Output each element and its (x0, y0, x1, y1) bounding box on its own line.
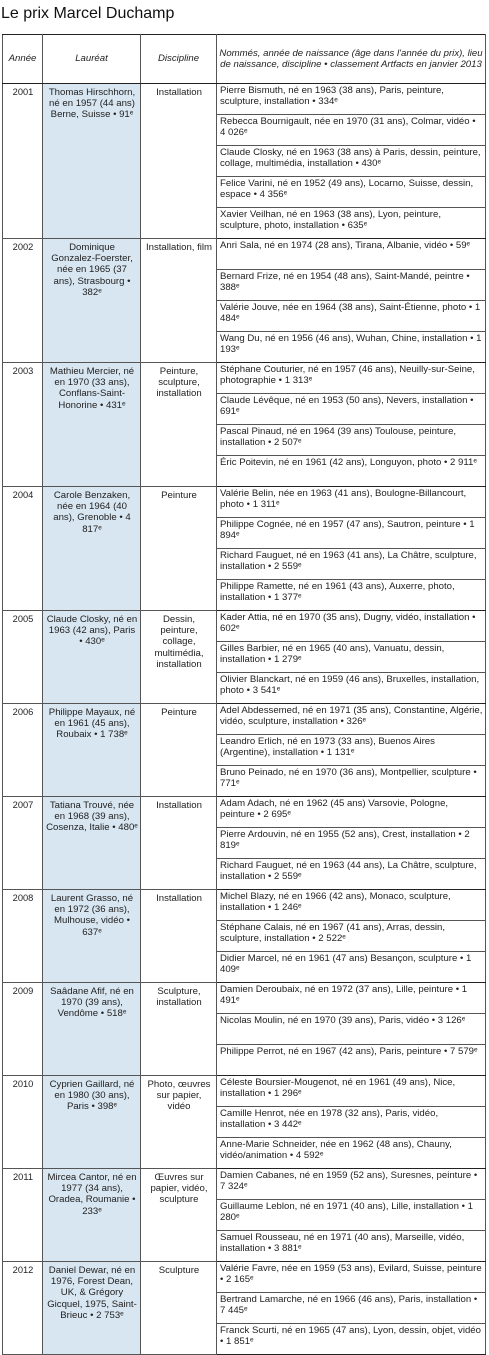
laureate-cell: Carole Benzaken, née en 1964 (40 ans), Grenoble • 4 817ᵉ (43, 487, 141, 611)
nominee-cell: Damien Deroubaix, né en 1972 (37 ans), Lille, peinture • 1 491ᵉ (217, 983, 486, 1014)
nominee-cell: Bertrand Lamarche, né en 1966 (46 ans), Paris, installation • 7 445ᵉ (217, 1293, 486, 1324)
laureate-cell: Mircea Cantor, né en 1977 (34 ans), Oradea, Roumanie • 233ᵉ (43, 1169, 141, 1262)
discipline-cell: Installation (141, 84, 217, 239)
laureate-cell: Daniel Dewar, né en 1976, Forest Dean, UK, & Grégory Gicquel, 1975, Saint-Brieuc • 2 753ᵉ (43, 1262, 141, 1355)
year-cell: 2012 (3, 1262, 43, 1355)
discipline-cell: Sculpture, installation (141, 983, 217, 1076)
year-cell: 2006 (3, 704, 43, 797)
prize-table (2, 34, 486, 1355)
nominee-cell: Pierre Ardouvin, né en 1955 (52 ans), Crest, installation • 2 819ᵉ (217, 828, 486, 859)
nominee-cell: Stéphane Calais, né en 1967 (41 ans), Arras, dessin, sculpture, installation • 2 522ᵉ (217, 921, 486, 952)
nominee-cell: Xavier Veilhan, né en 1963 (38 ans), Lyon, peinture, sculpture, photo, installation • 635ᵉ (217, 208, 486, 239)
table-row (3, 487, 486, 518)
discipline-cell: Peinture (141, 487, 217, 611)
nominee-cell: Valérie Belin, née en 1963 (41 ans), Boulogne-Billancourt, photo • 1 311ᵉ (217, 487, 486, 518)
laureate-cell: Dominique Gonzalez-Foerster, née en 1965 (37 ans), Strasbourg • 382ᵉ (43, 239, 141, 363)
table-row (3, 704, 486, 735)
table-body (3, 84, 486, 1355)
nominee-cell: Pierre Bismuth, né en 1963 (38 ans), Paris, peinture, sculpture, installation • 334ᵉ (217, 84, 486, 115)
nominee-cell: Bruno Peinado, né en 1970 (36 ans), Montpellier, sculpture • 771ᵉ (217, 766, 486, 797)
nominee-cell: Anri Sala, né en 1974 (28 ans), Tirana, Albanie, vidéo • 59ᵉ (217, 239, 486, 270)
year-cell: 2005 (3, 611, 43, 704)
nominee-cell: Adam Adach, né en 1962 (45 ans) Varsovie, Pologne, peinture • 2 695ᵉ (217, 797, 486, 828)
nominee-cell: Bernard Frize, né en 1954 (48 ans), Saint-Mandé, peintre • 388ᵉ (217, 270, 486, 301)
discipline-cell: Installation, film (141, 239, 217, 363)
page-title: Le prix Marcel Duchamp (1, 5, 175, 22)
table-row (3, 1076, 486, 1107)
discipline-cell: Sculpture (141, 1262, 217, 1355)
table-row (3, 84, 486, 115)
laureate-cell: Philippe Mayaux, né en 1961 (45 ans), Roubaix • 1 738ᵉ (43, 704, 141, 797)
nominee-cell: Damien Cabanes, né en 1959 (52 ans), Suresnes, peinture • 7 324ᵉ (217, 1169, 486, 1200)
nominee-cell: Kader Attia, né en 1970 (35 ans), Dugny, vidéo, installation • 602ᵉ (217, 611, 486, 642)
nominee-cell: Nicolas Moulin, né en 1970 (39 ans), Paris, vidéo • 3 126ᵉ (217, 1014, 486, 1045)
discipline-cell: Photo, œuvres sur papier, vidéo (141, 1076, 217, 1169)
nominee-cell: Richard Fauguet, né en 1963 (44 ans), La Châtre, sculpture, installation • 2 559ᵉ (217, 859, 486, 890)
table-row (3, 797, 486, 828)
laureate-cell: Claude Closky, né en 1963 (42 ans), Paris • 430ᵉ (43, 611, 141, 704)
nominee-cell: Claude Closky, né en 1963 (38 ans) à Paris, dessin, peinture, collage, multimédia, installation • 430ᵉ (217, 146, 486, 177)
year-cell: 2003 (3, 363, 43, 487)
year-cell: 2011 (3, 1169, 43, 1262)
nominee-cell: Camille Henrot, née en 1978 (32 ans), Paris, vidéo, installation • 3 442ᵉ (217, 1107, 486, 1138)
discipline-cell: Peinture, sculpture, installation (141, 363, 217, 487)
table-row (3, 363, 486, 394)
nominee-cell: Leandro Erlich, né en 1973 (33 ans), Buenos Aires (Argentine), installation • 1 131ᵉ (217, 735, 486, 766)
table-row (3, 890, 486, 921)
discipline-cell: Dessin, peinture, collage, multimédia, installation (141, 611, 217, 704)
nominee-cell: Philippe Cognée, né en 1957 (47 ans), Sautron, peinture • 1 894ᵉ (217, 518, 486, 549)
nominee-cell: Rebecca Bournigault, née en 1970 (31 ans), Colmar, vidéo • 4 026ᵉ (217, 115, 486, 146)
nominee-cell: Anne-Marie Schneider, née en 1962 (48 ans), Chauny, vidéo/animation • 4 592ᵉ (217, 1138, 486, 1169)
nominee-cell: Valérie Jouve, née en 1964 (38 ans), Saint-Étienne, photo • 1 484ᵉ (217, 301, 486, 332)
nominee-cell: Céleste Boursier-Mougenot, né en 1961 (49 ans), Nice, installation • 1 296ᵉ (217, 1076, 486, 1107)
nominee-cell: Guillaume Leblon, né en 1971 (40 ans), Lille, installation • 1 280ᵉ (217, 1200, 486, 1231)
discipline-cell: Peinture (141, 704, 217, 797)
nominee-cell: Samuel Rousseau, né en 1971 (40 ans), Marseille, vidéo, installation • 3 881ᵉ (217, 1231, 486, 1262)
table-row (3, 611, 486, 642)
laureate-cell: Tatiana Trouvé, née en 1968 (39 ans), Cosenza, Italie • 480ᵉ (43, 797, 141, 890)
year-cell: 2008 (3, 890, 43, 983)
nominee-cell: Richard Fauguet, né en 1963 (41 ans), La Châtre, sculpture, installation • 2 559ᵉ (217, 549, 486, 580)
year-cell: 2010 (3, 1076, 43, 1169)
laureate-cell: Cyprien Gaillard, né en 1980 (30 ans), Paris • 398ᵉ (43, 1076, 141, 1169)
nominee-cell: Valérie Favre, née en 1959 (53 ans), Evilard, Suisse, peinture • 2 165ᵉ (217, 1262, 486, 1293)
nominee-cell: Stéphane Couturier, né en 1957 (46 ans), Neuilly-sur-Seine, photographie • 1 313ᵉ (217, 363, 486, 394)
table-row (3, 1262, 486, 1293)
nominee-cell: Adel Abdessemed, né en 1971 (35 ans), Constantine, Algérie, vidéo, sculpture, installation • 326ᵉ (217, 704, 486, 735)
header-laureate: Lauréat (43, 35, 141, 84)
header-row (3, 35, 486, 84)
year-cell: 2007 (3, 797, 43, 890)
laureate-cell: Saâdane Afif, né en 1970 (39 ans), Vendôme • 518ᵉ (43, 983, 141, 1076)
year-cell: 2001 (3, 84, 43, 239)
nominee-cell: Didier Marcel, né en 1961 (47 ans) Besançon, sculpture • 1 409ᵉ (217, 952, 486, 983)
nominee-cell: Éric Poitevin, né en 1961 (42 ans), Longuyon, photo • 2 911ᵉ (217, 456, 486, 487)
laureate-cell: Thomas Hirschhorn, né en 1957 (44 ans) Berne, Suisse • 91ᵉ (43, 84, 141, 239)
year-cell: 2004 (3, 487, 43, 611)
nominee-cell: Claude Lévêque, né en 1953 (50 ans), Nevers, installation • 691ᵉ (217, 394, 486, 425)
discipline-cell: Installation (141, 797, 217, 890)
discipline-cell: Installation (141, 890, 217, 983)
nominee-cell: Franck Scurti, né en 1965 (47 ans), Lyon, dessin, objet, vidéo • 1 851ᵉ (217, 1324, 486, 1355)
table-row (3, 1169, 486, 1200)
laureate-cell: Mathieu Mercier, né en 1970 (33 ans), Conflans-Saint-Honorine • 431ᵉ (43, 363, 141, 487)
header-discipline: Discipline (141, 35, 217, 84)
header-year: Année (3, 35, 43, 84)
nominee-cell: Philippe Perrot, né en 1967 (42 ans), Paris, peinture • 7 579ᵉ (217, 1045, 486, 1076)
nominee-cell: Wang Du, né en 1956 (46 ans), Wuhan, Chine, installation • 1 193ᵉ (217, 332, 486, 363)
nominee-cell: Felice Varini, né en 1952 (49 ans), Locarno, Suisse, dessin, espace • 4 356ᵉ (217, 177, 486, 208)
discipline-cell: Œuvres sur papier, vidéo, sculpture (141, 1169, 217, 1262)
table-row (3, 239, 486, 270)
header-nominees: Nommés, année de naissance (âge dans l'année du prix), lieu de naissance, discipline • classement Artfacts en janvier 2013 (217, 35, 486, 84)
year-cell: 2009 (3, 983, 43, 1076)
nominee-cell: Olivier Blanckart, né en 1959 (46 ans), Bruxelles, installation, photo • 3 541ᵉ (217, 673, 486, 704)
year-cell: 2002 (3, 239, 43, 363)
nominee-cell: Pascal Pinaud, né en 1964 (39 ans) Toulouse, peinture, installation • 2 507ᵉ (217, 425, 486, 456)
nominee-cell: Gilles Barbier, né en 1965 (40 ans), Vanuatu, dessin, installation • 1 279ᵉ (217, 642, 486, 673)
nominee-cell: Philippe Ramette, né en 1961 (43 ans), Auxerre, photo, installation • 1 377ᵉ (217, 580, 486, 611)
nominee-cell: Michel Blazy, né en 1966 (42 ans), Monaco, sculpture, installation • 1 246ᵉ (217, 890, 486, 921)
table-row (3, 983, 486, 1014)
laureate-cell: Laurent Grasso, né en 1972 (36 ans), Mulhouse, vidéo • 637ᵉ (43, 890, 141, 983)
